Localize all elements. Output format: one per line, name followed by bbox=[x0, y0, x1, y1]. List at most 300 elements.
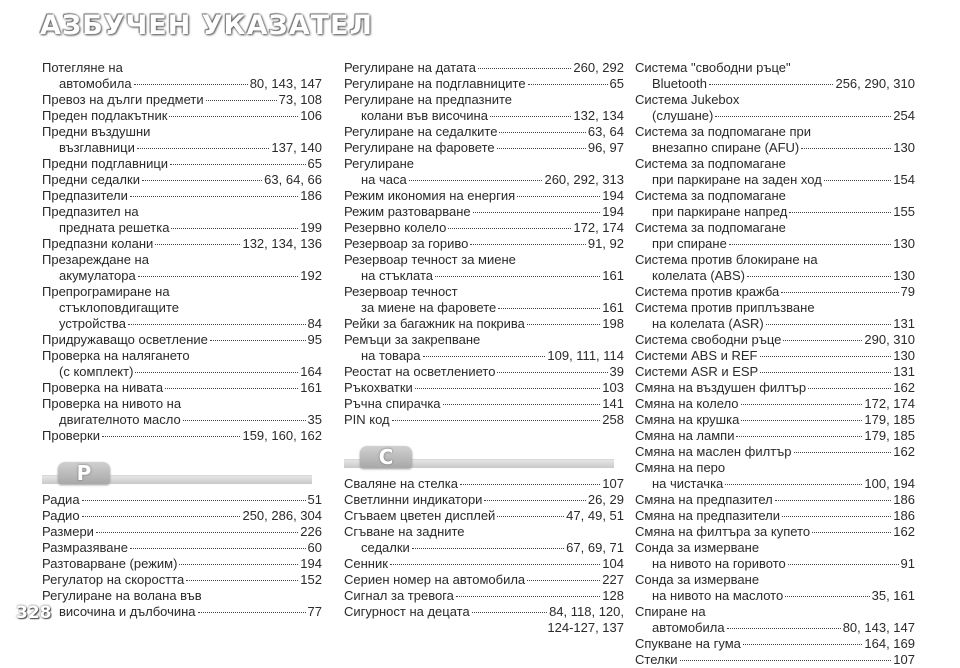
entry-term: Презареждане на bbox=[42, 252, 149, 267]
index-entry bbox=[344, 508, 624, 524]
entry-term: Радио bbox=[42, 508, 80, 523]
index-entry bbox=[635, 572, 915, 588]
index-entry bbox=[635, 636, 915, 652]
index-entry bbox=[344, 364, 624, 380]
entry-pages: 186 bbox=[893, 492, 915, 507]
dot-leader bbox=[497, 516, 564, 517]
index-line bbox=[635, 620, 915, 636]
dot-leader bbox=[96, 532, 298, 533]
index-line bbox=[344, 124, 624, 140]
dot-leader bbox=[498, 308, 600, 309]
entry-pages: 131 bbox=[893, 364, 915, 379]
index-entry bbox=[635, 76, 915, 92]
index-line bbox=[42, 108, 322, 124]
entry-term: Смяна на лампи bbox=[635, 428, 735, 443]
entry-pages: 226 bbox=[300, 524, 322, 539]
index-entry bbox=[344, 412, 624, 428]
entry-pages: 130 bbox=[893, 236, 915, 251]
index-line bbox=[344, 348, 624, 364]
entry-pages: 84, 118, 120, bbox=[549, 604, 624, 619]
index-entry bbox=[42, 268, 322, 284]
entry-term: Система против кражба bbox=[635, 284, 780, 299]
entry-term: Предпазител на bbox=[42, 204, 139, 219]
index-entry bbox=[635, 268, 915, 284]
index-line bbox=[635, 124, 915, 140]
index-entry bbox=[344, 284, 624, 300]
dot-leader bbox=[760, 356, 892, 357]
index-entry bbox=[344, 620, 624, 636]
index-line bbox=[42, 588, 322, 604]
entry-term: Bluetooth bbox=[652, 76, 707, 91]
index-entry bbox=[635, 124, 915, 140]
entry-term: Регулиране на датата bbox=[344, 60, 476, 75]
entry-term: Система свободни ръце bbox=[635, 332, 782, 347]
index-line bbox=[635, 332, 915, 348]
entry-pages: 132, 134 bbox=[573, 108, 624, 123]
dot-leader bbox=[782, 516, 891, 517]
entry-term: на часа bbox=[361, 172, 407, 187]
index-line bbox=[344, 188, 624, 204]
entry-term: Смяна на колело bbox=[635, 396, 739, 411]
entry-term: Регулиране на фаровете bbox=[344, 140, 495, 155]
entry-term: Регулиране на седалките bbox=[344, 124, 498, 139]
index-line bbox=[344, 412, 624, 428]
entry-pages: 250, 286, 304 bbox=[242, 508, 322, 523]
entry-term: Системи ASR и ESP bbox=[635, 364, 759, 379]
entry-term: Смяна на предпазители bbox=[635, 508, 781, 523]
dot-leader bbox=[206, 100, 277, 101]
index-line bbox=[635, 396, 915, 412]
index-line bbox=[635, 220, 915, 236]
dot-leader bbox=[788, 564, 899, 565]
dot-leader bbox=[130, 548, 306, 549]
index-entry bbox=[344, 540, 624, 556]
entry-term: Ръкохватки bbox=[344, 380, 413, 395]
entry-pages: 172, 174 bbox=[864, 396, 915, 411]
entry-term: Преден подлакътник bbox=[42, 108, 168, 123]
index-line bbox=[42, 204, 322, 220]
index-line bbox=[42, 492, 322, 508]
index-entry bbox=[635, 428, 915, 444]
index-line bbox=[42, 284, 322, 300]
index-line bbox=[42, 188, 322, 204]
entry-term: Предпазители bbox=[42, 188, 128, 203]
index-line bbox=[635, 188, 915, 204]
dot-leader bbox=[142, 180, 262, 181]
entry-term: Спиране на bbox=[635, 604, 706, 619]
entry-term: Регулатор на скоростта bbox=[42, 572, 185, 587]
index-line bbox=[344, 332, 624, 348]
entry-pages: 194 bbox=[602, 204, 624, 219]
index-entry bbox=[42, 108, 322, 124]
entry-pages: 162 bbox=[893, 524, 915, 539]
index-entry bbox=[42, 60, 322, 76]
dot-leader bbox=[137, 148, 270, 149]
index-line bbox=[635, 476, 915, 492]
index-list bbox=[635, 60, 915, 668]
index-entry bbox=[344, 332, 624, 348]
index-line bbox=[344, 316, 624, 332]
entry-term: Предпазни колани bbox=[42, 236, 154, 251]
entry-term: възглавници bbox=[59, 140, 135, 155]
entry-term: Радиа bbox=[42, 492, 80, 507]
entry-term: на нивото на маслото bbox=[652, 588, 784, 603]
index-entry bbox=[635, 172, 915, 188]
entry-pages: 161 bbox=[602, 300, 624, 315]
entry-pages: 73, 108 bbox=[278, 92, 322, 107]
dot-leader bbox=[741, 420, 862, 421]
index-entry bbox=[344, 380, 624, 396]
dot-leader bbox=[473, 212, 601, 213]
entry-term: Регулиране на волана във bbox=[42, 588, 202, 603]
index-entry bbox=[635, 412, 915, 428]
index-entry bbox=[635, 380, 915, 396]
index-list bbox=[344, 476, 624, 636]
entry-pages: 80, 143, 147 bbox=[249, 76, 322, 91]
index-entry bbox=[42, 156, 322, 172]
entry-term: Стелки bbox=[635, 652, 678, 667]
dot-leader bbox=[210, 340, 306, 341]
page-number: 328 bbox=[16, 603, 52, 623]
entry-term: (слушане) bbox=[652, 108, 714, 123]
entry-term: Сигурност на децата bbox=[344, 604, 470, 619]
index-entry bbox=[344, 268, 624, 284]
entry-pages: 96, 97 bbox=[587, 140, 624, 155]
dot-leader bbox=[801, 148, 891, 149]
dot-leader bbox=[747, 276, 891, 277]
entry-pages: 198 bbox=[602, 316, 624, 331]
index-line bbox=[42, 572, 322, 588]
index-entry bbox=[635, 284, 915, 300]
index-entry bbox=[344, 476, 624, 492]
index-line bbox=[344, 556, 624, 572]
entry-term: автомобила bbox=[59, 76, 132, 91]
index-line bbox=[344, 156, 624, 172]
index-line bbox=[42, 556, 322, 572]
entry-pages: 199 bbox=[300, 220, 322, 235]
entry-term: двигателното масло bbox=[59, 412, 181, 427]
entry-pages: 65 bbox=[609, 76, 624, 91]
index-entry bbox=[42, 140, 322, 156]
index-line bbox=[635, 588, 915, 604]
index-line bbox=[344, 364, 624, 380]
index-entry bbox=[344, 60, 624, 76]
index-line bbox=[344, 268, 624, 284]
dot-leader bbox=[443, 404, 601, 405]
entry-pages: 164 bbox=[300, 364, 322, 379]
index-line bbox=[635, 604, 915, 620]
dot-leader bbox=[456, 596, 600, 597]
index-line bbox=[42, 332, 322, 348]
index-entry bbox=[635, 332, 915, 348]
dot-leader bbox=[497, 148, 586, 149]
entry-pages: 179, 185 bbox=[864, 412, 915, 427]
index-entry bbox=[42, 492, 322, 508]
index-line bbox=[344, 220, 624, 236]
index-entry bbox=[42, 300, 322, 316]
dot-leader bbox=[423, 356, 546, 357]
dot-leader bbox=[415, 388, 600, 389]
index-line bbox=[635, 460, 915, 476]
entry-pages: 186 bbox=[300, 188, 322, 203]
index-entry bbox=[635, 252, 915, 268]
index-line bbox=[635, 204, 915, 220]
index-line bbox=[42, 508, 322, 524]
index-line bbox=[635, 316, 915, 332]
index-entry bbox=[344, 172, 624, 188]
index-entry bbox=[635, 540, 915, 556]
index-entry bbox=[344, 348, 624, 364]
index-line bbox=[635, 508, 915, 524]
index-line bbox=[344, 204, 624, 220]
entry-term: Система против приплъзване bbox=[635, 300, 815, 315]
entry-pages: 132, 134, 136 bbox=[242, 236, 322, 251]
entry-pages: 107 bbox=[893, 652, 915, 667]
index-line bbox=[42, 140, 322, 156]
index-line bbox=[42, 300, 322, 316]
entry-pages: 254 bbox=[893, 108, 915, 123]
index-entry bbox=[635, 652, 915, 668]
entry-pages: 91, 92 bbox=[587, 236, 624, 251]
dot-leader bbox=[783, 340, 862, 341]
index-line bbox=[42, 76, 322, 92]
entry-term: Светлинни индикатори bbox=[344, 492, 483, 507]
index-line bbox=[635, 236, 915, 252]
index-line bbox=[42, 268, 322, 284]
index-entry bbox=[344, 204, 624, 220]
index-entry bbox=[344, 220, 624, 236]
entry-pages: 103 bbox=[602, 380, 624, 395]
index-entry bbox=[344, 140, 624, 156]
entry-pages: 162 bbox=[893, 444, 915, 459]
dot-leader bbox=[528, 84, 608, 85]
index-entry bbox=[42, 92, 322, 108]
entry-pages: 39 bbox=[609, 364, 624, 379]
index-entry bbox=[344, 316, 624, 332]
index-line bbox=[635, 380, 915, 396]
index-entry bbox=[42, 316, 322, 332]
entry-pages: 63, 64, 66 bbox=[264, 172, 322, 187]
entry-pages: 179, 185 bbox=[864, 428, 915, 443]
section-letter: Р bbox=[76, 461, 92, 485]
entry-term: Смяна на маслен филтър bbox=[635, 444, 792, 459]
entry-term: Предни въздушни bbox=[42, 124, 151, 139]
entry-term: внезапно спиране (AFU) bbox=[652, 140, 800, 155]
index-line bbox=[635, 572, 915, 588]
entry-pages: 137, 140 bbox=[271, 140, 322, 155]
entry-pages: 51 bbox=[307, 492, 322, 507]
dot-leader bbox=[134, 84, 248, 85]
dot-leader bbox=[741, 404, 863, 405]
dot-leader bbox=[183, 420, 306, 421]
entry-pages: 194 bbox=[300, 556, 322, 571]
index-line bbox=[635, 300, 915, 316]
entry-pages: 77 bbox=[307, 604, 322, 619]
entry-pages: 152 bbox=[300, 572, 322, 587]
entry-term: Размери bbox=[42, 524, 94, 539]
index-line bbox=[344, 396, 624, 412]
index-line bbox=[635, 492, 915, 508]
dot-leader bbox=[497, 372, 607, 373]
entry-pages: 35 bbox=[307, 412, 322, 427]
entry-term: Сонда за измерване bbox=[635, 572, 760, 587]
index-line bbox=[635, 428, 915, 444]
entry-term: Размразяване bbox=[42, 540, 128, 555]
entry-term: устройства bbox=[59, 316, 126, 331]
dot-leader bbox=[135, 372, 298, 373]
entry-pages: 186 bbox=[893, 508, 915, 523]
index-entry bbox=[344, 188, 624, 204]
dot-leader bbox=[527, 580, 600, 581]
index-line bbox=[635, 60, 915, 76]
entry-term: предната решетка bbox=[59, 220, 170, 235]
index-line bbox=[344, 540, 624, 556]
index-line bbox=[635, 556, 915, 572]
entry-term: Реостат на осветлението bbox=[344, 364, 496, 379]
index-line bbox=[344, 300, 624, 316]
entry-pages: 128 bbox=[602, 588, 624, 603]
entry-term: Предни седалки bbox=[42, 172, 140, 187]
entry-term: PIN код bbox=[344, 412, 390, 427]
index-entry bbox=[344, 492, 624, 508]
index-list bbox=[42, 60, 322, 444]
entry-term: Система за подпомагане при bbox=[635, 124, 812, 139]
dot-leader bbox=[760, 372, 891, 373]
entry-term: при паркиране напред bbox=[652, 204, 788, 219]
index-entry bbox=[635, 620, 915, 636]
index-entry bbox=[635, 396, 915, 412]
dot-leader bbox=[435, 276, 600, 277]
entry-term: Спукване на гума bbox=[635, 636, 741, 651]
index-entry bbox=[344, 556, 624, 572]
dot-leader bbox=[165, 388, 298, 389]
entry-term: Резервно колело bbox=[344, 220, 447, 235]
entry-term: Превоз на дълги предмети bbox=[42, 92, 204, 107]
dot-leader bbox=[680, 660, 892, 661]
index-entry bbox=[344, 396, 624, 412]
index-entry bbox=[635, 188, 915, 204]
index-entry bbox=[635, 476, 915, 492]
index-entry bbox=[344, 524, 624, 540]
entry-pages: 130 bbox=[893, 348, 915, 363]
index-entry bbox=[42, 348, 322, 364]
index-line bbox=[635, 92, 915, 108]
entry-pages: 141 bbox=[602, 396, 624, 411]
dot-leader bbox=[781, 292, 898, 293]
entry-pages: 65 bbox=[307, 156, 322, 171]
dot-leader bbox=[102, 436, 240, 437]
entry-term: на стъклата bbox=[361, 268, 434, 283]
index-entry bbox=[42, 172, 322, 188]
entry-term: Проверка на налягането bbox=[42, 348, 190, 363]
entry-term: Сгъване на задните bbox=[344, 524, 465, 539]
entry-term: при паркиране на заден ход bbox=[652, 172, 822, 187]
index-line bbox=[42, 60, 322, 76]
entry-pages: 172, 174 bbox=[573, 220, 624, 235]
index-entry bbox=[635, 316, 915, 332]
entry-term: Сигнал за тревога bbox=[344, 588, 454, 603]
index-line bbox=[344, 92, 624, 108]
index-line bbox=[344, 524, 624, 540]
entry-term: на колелата (ASR) bbox=[652, 316, 764, 331]
index-line bbox=[42, 428, 322, 444]
index-entry bbox=[42, 364, 322, 380]
entry-term: Придружаващо осветление bbox=[42, 332, 208, 347]
entry-pages: 67, 69, 71 bbox=[566, 540, 624, 555]
entry-pages: 161 bbox=[602, 268, 624, 283]
entry-term: Потегляне на bbox=[42, 60, 123, 75]
entry-pages: 63, 64 bbox=[587, 124, 624, 139]
index-entry bbox=[42, 508, 322, 524]
entry-pages: 260, 292, 313 bbox=[544, 172, 624, 187]
entry-term: Режим икономия на енергия bbox=[344, 188, 516, 203]
dot-leader bbox=[736, 436, 862, 437]
entry-pages: 258 bbox=[602, 412, 624, 427]
entry-pages: 154 bbox=[893, 172, 915, 187]
entry-term: Система Jukebox bbox=[635, 92, 740, 107]
dot-leader bbox=[527, 324, 600, 325]
index-line bbox=[42, 220, 322, 236]
index-entry bbox=[344, 76, 624, 92]
index-line bbox=[42, 412, 322, 428]
index-entry bbox=[42, 124, 322, 140]
entry-pages: 155 bbox=[893, 204, 915, 219]
entry-term: на нивото на горивото bbox=[652, 556, 786, 571]
index-entry bbox=[635, 140, 915, 156]
entry-term: Режим разтоварване bbox=[344, 204, 471, 219]
dot-leader bbox=[729, 244, 891, 245]
index-line bbox=[344, 172, 624, 188]
index-entry bbox=[42, 76, 322, 92]
index-line bbox=[635, 412, 915, 428]
index-line bbox=[635, 524, 915, 540]
dot-leader bbox=[155, 244, 240, 245]
index-line bbox=[635, 108, 915, 124]
dot-leader bbox=[392, 420, 601, 421]
entry-pages: 79 bbox=[900, 284, 915, 299]
entry-pages: 164, 169 bbox=[864, 636, 915, 651]
index-line bbox=[344, 492, 624, 508]
entry-pages: 124-127, 137 bbox=[547, 620, 624, 635]
index-line bbox=[635, 140, 915, 156]
entry-term: Сонда за измерване bbox=[635, 540, 760, 555]
entry-pages: 60 bbox=[307, 540, 322, 555]
entry-pages: 192 bbox=[300, 268, 322, 283]
dot-leader bbox=[766, 324, 892, 325]
dot-leader bbox=[170, 164, 305, 165]
dot-leader bbox=[128, 324, 306, 325]
dot-leader bbox=[789, 212, 891, 213]
entry-pages: 130 bbox=[893, 140, 915, 155]
index-entry bbox=[42, 428, 322, 444]
index-line bbox=[42, 380, 322, 396]
dot-leader bbox=[709, 84, 834, 85]
section-header-s bbox=[344, 446, 614, 468]
index-entry bbox=[635, 364, 915, 380]
index-line bbox=[635, 540, 915, 556]
index-entry bbox=[635, 588, 915, 604]
dot-leader bbox=[82, 500, 306, 501]
entry-term: Смяна на предпазител bbox=[635, 492, 773, 507]
entry-pages: 47, 49, 51 bbox=[566, 508, 624, 523]
entry-pages: 100, 194 bbox=[864, 476, 915, 491]
index-entry bbox=[635, 348, 915, 364]
entry-term: Рейки за багажник на покрива bbox=[344, 316, 525, 331]
index-line bbox=[635, 364, 915, 380]
index-line bbox=[42, 316, 322, 332]
index-line bbox=[344, 252, 624, 268]
index-entry bbox=[42, 284, 322, 300]
